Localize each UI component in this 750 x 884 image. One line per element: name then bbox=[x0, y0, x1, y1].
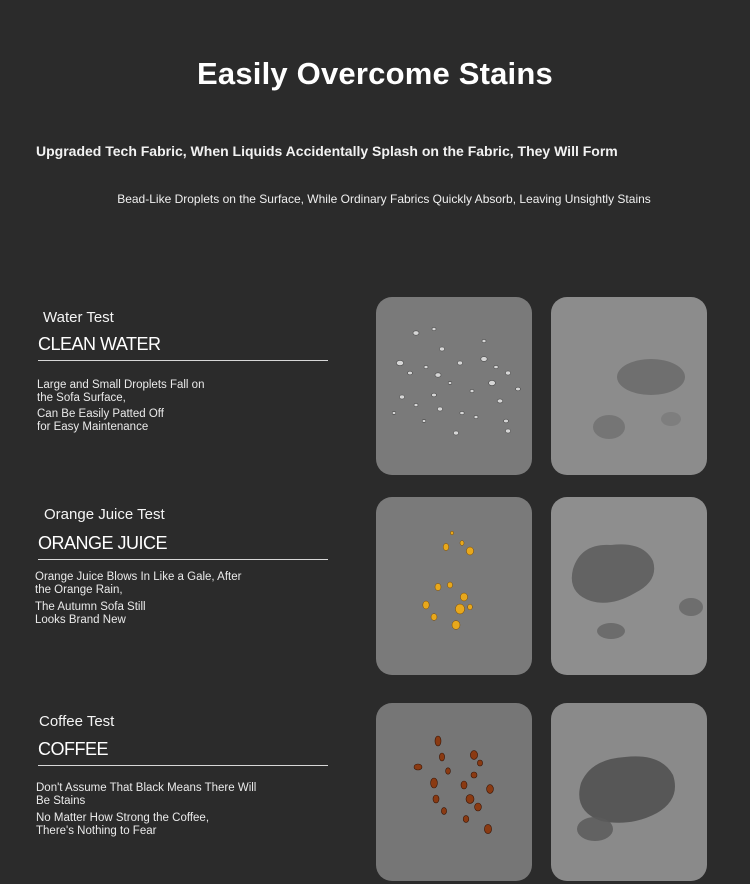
coffee-desc-line-3: No Matter How Strong the Coffee, bbox=[36, 812, 210, 824]
coffee-test-label: Coffee Test bbox=[39, 713, 115, 730]
orange-desc-line-1: Orange Juice Blows In Like a Gale, After bbox=[35, 571, 242, 583]
coffee-tech-fabric-photo bbox=[376, 703, 532, 881]
coffee-tech-fabric-svg bbox=[376, 703, 532, 881]
water-tech-fabric-svg bbox=[376, 297, 532, 475]
orange-ordinary-fabric-svg bbox=[551, 497, 707, 675]
water-ordinary-fabric-photo bbox=[551, 297, 707, 475]
coffee-test-description bbox=[36, 782, 256, 838]
subtitle-line-1: Upgraded Tech Fabric, When Liquids Accidentally Splash on the Fabric, They Will Form bbox=[36, 143, 618, 159]
water-test-description bbox=[37, 379, 204, 434]
water-tech-fabric-photo bbox=[376, 297, 532, 475]
orange-juice-test-label: Orange Juice Test bbox=[44, 506, 165, 523]
orange-tech-fabric-photo bbox=[376, 497, 532, 675]
water-desc-line-4: for Easy Maintenance bbox=[37, 421, 149, 433]
coffee-ordinary-fabric-photo bbox=[551, 703, 707, 881]
water-test-heading: CLEAN WATER bbox=[38, 334, 328, 361]
orange-desc-line-4: Looks Brand New bbox=[35, 614, 126, 626]
water-desc-line-2: the Sofa Surface, bbox=[37, 392, 126, 404]
coffee-desc-line-1: Don't Assume That Black Means There Will bbox=[36, 782, 257, 794]
orange-juice-test-heading: ORANGE JUICE bbox=[38, 533, 328, 560]
orange-desc-line-2: the Orange Rain, bbox=[35, 584, 123, 596]
orange-ordinary-fabric-photo bbox=[551, 497, 707, 675]
coffee-test-heading: COFFEE bbox=[38, 739, 328, 766]
coffee-desc-line-2: Be Stains bbox=[36, 795, 86, 807]
orange-desc-line-3: The Autumn Sofa Still bbox=[35, 601, 146, 613]
water-desc-line-1: Large and Small Droplets Fall on bbox=[37, 379, 205, 391]
water-ordinary-fabric-svg bbox=[551, 297, 707, 475]
coffee-desc-line-4: There's Nothing to Fear bbox=[36, 825, 157, 837]
orange-tech-fabric-svg bbox=[376, 497, 532, 675]
subtitle-line-2: Bead-Like Droplets on the Surface, While Ordinary Fabrics Quickly Absorb, Leaving Unsightly Stains bbox=[117, 192, 651, 206]
orange-juice-test-description bbox=[35, 571, 241, 627]
coffee-ordinary-fabric-svg bbox=[551, 703, 707, 881]
water-test-label: Water Test bbox=[43, 309, 114, 326]
page-title: Easily Overcome Stains bbox=[197, 56, 553, 91]
water-desc-line-3: Can Be Easily Patted Off bbox=[37, 408, 164, 420]
